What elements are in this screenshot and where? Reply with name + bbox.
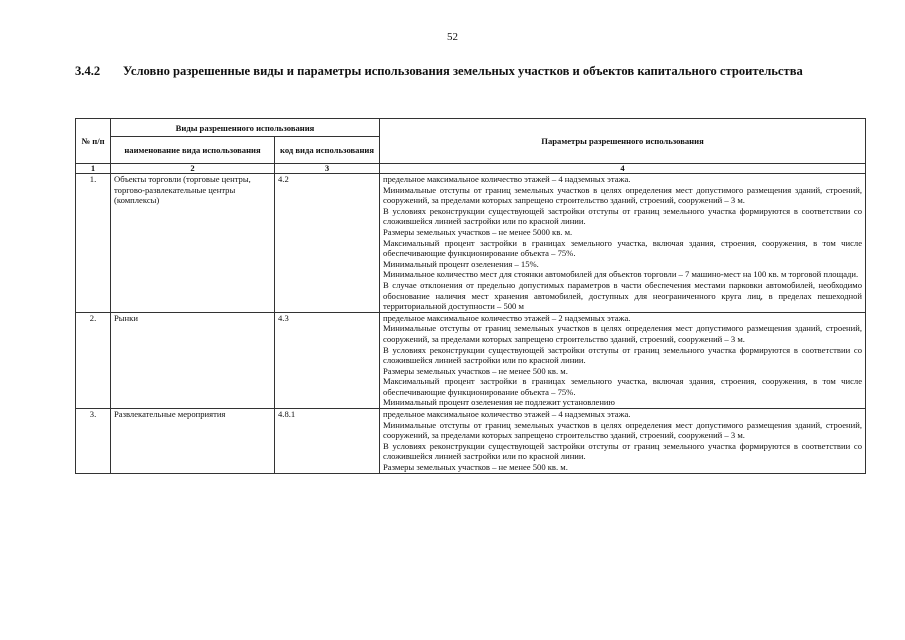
use-parameters <box>380 409 866 474</box>
row-number: 2. <box>76 312 111 408</box>
parameter-line: предельное максимальное количество этажей – 4 надземных этажа. <box>383 174 631 184</box>
table-row <box>76 409 866 474</box>
header-numbering-3: 3 <box>275 164 380 174</box>
parameter-line: Размеры земельных участков – не менее 5000 кв. м. <box>383 226 573 237</box>
header-col-name: наименование вида использования <box>111 137 275 164</box>
parameter-line: Размеры земельных участков – не менее 500 кв. м. <box>383 365 568 376</box>
parameter-line: Размеры земельных участков – не менее 500 кв. м. <box>383 462 568 473</box>
parameter-line: предельное максимальное количество этажей – 4 надземных этажа. <box>383 409 631 420</box>
parameter-line: Минимальные отступы от границ земельных участков в целях определения мест допустимого размещения зданий, строений, сооружений, за пределами которых запрещено строительство зданий, строений, сооружений – 3 м. <box>383 323 863 344</box>
use-parameters <box>380 312 866 408</box>
header-numbering-1: 1 <box>76 164 111 174</box>
parameter-line: Минимальный процент озеленения не подлежит установлению <box>383 397 615 408</box>
row-number: 1. <box>76 174 111 313</box>
section-title: Условно разрешенные виды и параметры использования земельных участков и объектов капитального строительства <box>123 64 803 78</box>
use-type-code: 4.3 <box>275 312 380 408</box>
use-type-name: Рынки <box>111 312 275 408</box>
parameter-line: В случае отклонения от предельно допустимых параметров в части обеспечения местами парковки автомобилей, необходимо обоснование наличия мест хранения автомобилей, доступных для неограниченного круга лиц, в пределах пешеходной территориальной доступности – 500 м <box>383 279 863 312</box>
table-body <box>76 174 866 474</box>
header-numbering-2: 2 <box>111 164 275 174</box>
use-type-name: Развлекательные мероприятия <box>111 409 275 474</box>
table-row <box>76 312 866 408</box>
use-parameters <box>380 174 866 313</box>
parameter-line: Максимальный процент застройки в границах земельного участка, включая здания, строения, сооружения, в том числе обеспечивающие функционирование объекта – 75%. <box>383 237 863 259</box>
parameter-line: Максимальный процент застройки в границах земельного участка, включая здания, строения, сооружения, в том числе обеспечивающие функционирование объекта – 75%. <box>383 376 863 397</box>
parameter-line: Минимальные отступы от границ земельных участков в целях определения мест допустимого размещения зданий, строений, сооружений, за пределами которых запрещено строительство зданий, строений, сооружений – 3 м. <box>383 419 863 441</box>
header-group-label: Виды разрешенного использования <box>111 119 380 137</box>
table-row <box>76 174 866 313</box>
use-type-name: Объекты торговли (торговые центры, торгово-развлекательные центры (комплексы) <box>111 174 275 313</box>
page-number: 52 <box>447 31 458 43</box>
use-type-code: 4.8.1 <box>275 409 380 474</box>
use-type-code: 4.2 <box>275 174 380 313</box>
section-heading <box>75 64 860 79</box>
parameter-line: В условиях реконструкции существующей застройки отступы от границ земельного участка формируются в соответствии со сложившейся линией застройки или по красной линии. <box>383 344 863 366</box>
parameter-line: Минимальное количество мест для стоянки автомобилей для объектов торговли – 7 машино-мест на 100 кв. м торговой площади. <box>383 269 859 280</box>
row-number: 3. <box>76 409 111 474</box>
parameter-line: В условиях реконструкции существующей застройки отступы от границ земельного участка формируются в соответствии со сложившейся линией застройки или по красной линии. <box>383 205 863 227</box>
parameter-line: предельное максимальное количество этажей – 2 надземных этажа. <box>383 312 631 323</box>
header-col-no: № п/п <box>76 119 111 164</box>
parameter-line: Минимальный процент озеленения – 15%. <box>383 258 539 269</box>
parameter-line: В условиях реконструкции существующей застройки отступы от границ земельного участка формируются в соответствии со сложившейся линией застройки или по красной линии. <box>383 440 863 462</box>
section-number: 3.4.2 <box>75 64 101 78</box>
header-col-code: код вида использования <box>275 137 380 164</box>
header-numbering-4: 4 <box>380 164 866 174</box>
header-col-params: Параметры разрешенного использования <box>380 119 866 164</box>
parameter-line: Минимальные отступы от границ земельных участков в целях определения мест допустимого размещения зданий, строений, сооружений, за пределами которых запрещено строительство зданий, строений, сооружений – 3 м. <box>383 184 863 206</box>
permitted-use-table <box>75 118 866 474</box>
